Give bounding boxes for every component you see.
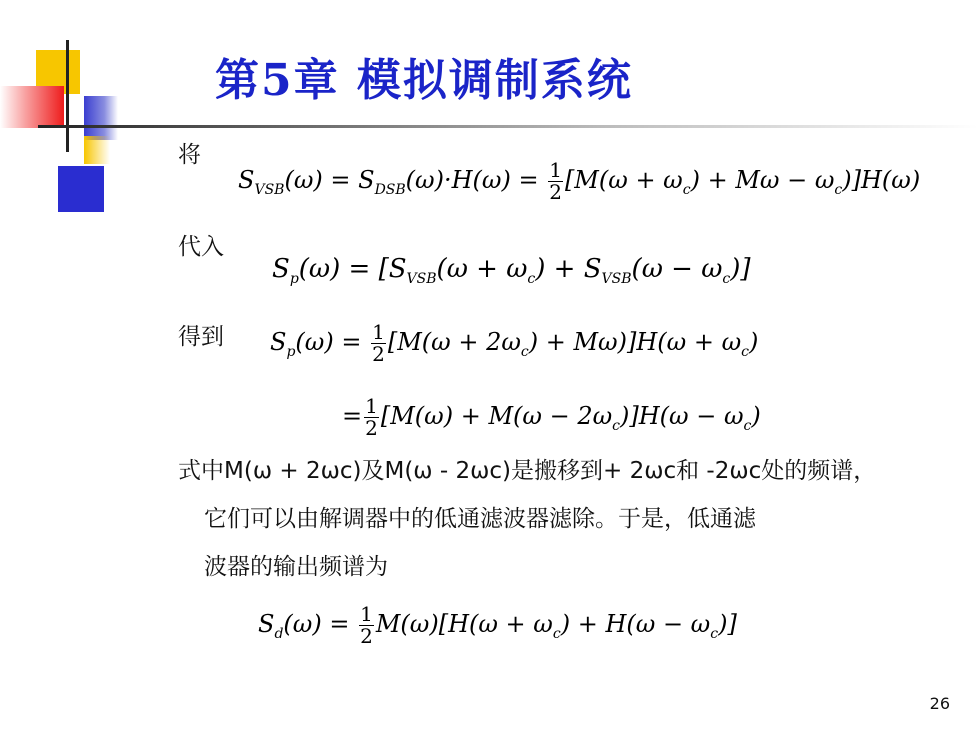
title-underline	[38, 125, 978, 128]
page-number: 26	[929, 694, 950, 713]
equation-2: $S_p(\omega) = [S_{VSB}(\omega + \omega_c) + S_{VSB}(\omega - \omega_c)]$	[272, 254, 751, 288]
paragraph-line-1: 式中M(ω + 2ωc)及M(ω - 2ωc)是搬移到+ 2ωc和 -2ωc处的频谱，	[178, 458, 877, 484]
equation-3: $S_p(\omega)$ = $\frac{1}{2}$ $[M(\omega + 2\omega_c) + M\omega)]H(\omega + \omega_c)$	[270, 320, 759, 366]
label-jiang: 将	[178, 142, 201, 168]
paragraph-line-2: 它们可以由解调器中的低通滤波器滤除。于是，低通滤	[204, 506, 756, 532]
paragraph-line-3: 波器的输出频谱为	[204, 554, 388, 580]
decor-red-bar	[0, 86, 64, 128]
decor-blue-gradient	[84, 96, 118, 140]
decor-vertical-line	[66, 40, 69, 152]
label-dedao: 得到	[178, 324, 224, 350]
slide-title: 第5章 模拟调制系统	[215, 55, 633, 106]
decor-yellow-small	[84, 136, 110, 164]
label-dairu: 代入	[178, 234, 224, 260]
equation-4: = $\frac{1}{2}$ $[M(\omega) + M(\omega - 2\omega_c)]H(\omega - \omega_c)$	[342, 394, 761, 440]
equation-1: $S_{VSB}(\omega) = S_{DSB}(\omega)\cdot H(\omega)$ = $\frac{1}{2}$ $[M(\omega + \omega_c) + M\omega - \omega_c)]H(\omega)$	[238, 158, 921, 204]
equation-5: $S_d(\omega)$ = $\frac{1}{2}$ $M(\omega)[H(\omega + \omega_c) + H(\omega - \omega_c)]$	[258, 602, 737, 648]
decor-blue-square	[58, 166, 104, 212]
